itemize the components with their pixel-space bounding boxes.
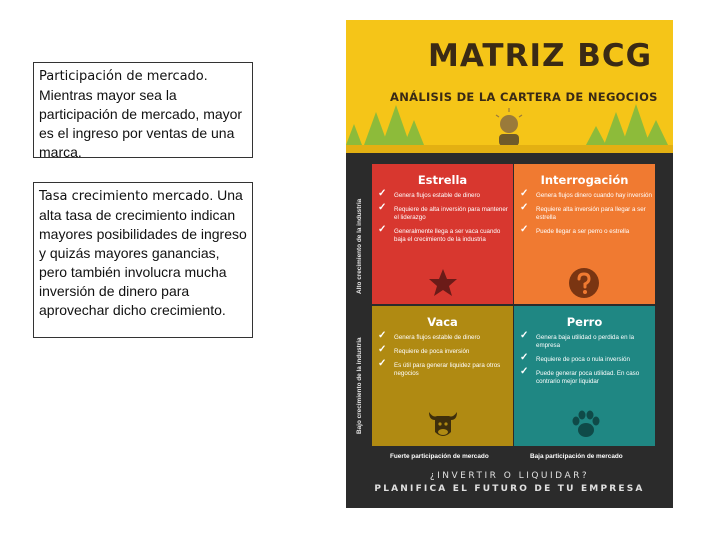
- bullet-item: ✓ Genera baja utilidad o perdida en la empresa: [520, 330, 635, 349]
- check-icon: ✓: [520, 202, 529, 213]
- check-icon: ✓: [520, 330, 529, 341]
- check-icon: ✓: [520, 366, 529, 377]
- check-icon: ✓: [378, 344, 387, 355]
- bullet-list: [378, 330, 510, 384]
- axis-label-weak-share: Baja participación de mercado: [530, 453, 623, 460]
- bullet-item: ✓ Requiere de poca o nula inversión: [520, 352, 630, 363]
- quadrant-perro: [514, 306, 655, 446]
- check-icon: ✓: [520, 352, 529, 363]
- bullet-item: ✓ Generalmente llega a ser vaca cuando baja el crecimiento de la industria: [378, 224, 501, 243]
- star-icon: [428, 268, 458, 298]
- infographic-title: MATRIZ BCG: [428, 38, 653, 74]
- quadrant-title: Estrella: [417, 173, 468, 187]
- market-share-body: Mientras mayor sea la participación de mercado, mayor es el ingreso por ventas de una marca.: [39, 87, 243, 160]
- market-share-period: .: [203, 67, 208, 83]
- bullet-item: ✓ Requiere alta inversión para llegar a ser estrella: [520, 202, 646, 221]
- check-icon: ✓: [520, 188, 529, 199]
- bullet-item: ✓ Puede generar poca utilidad. En caso contrario mejor liquidar: [520, 366, 640, 385]
- market-share-textbox: [33, 62, 253, 158]
- quadrant-vaca: [372, 306, 513, 446]
- footer-question: ¿INVERTIR O LIQUIDAR?: [429, 471, 590, 481]
- check-icon: ✓: [378, 358, 387, 369]
- bullet-item: ✓ Requiere de alta inversión para mantener el liderazgo: [378, 202, 508, 221]
- market-growth-body: Una alta tasa de crecimiento indican mayores posibilidades de ingreso y quizás mayores ganancias, pero también involucra mucha inversión de dinero para aprovechar dicho crecimiento.: [39, 187, 247, 318]
- market-growth-title: Tasa crecimiento mercado: [39, 189, 210, 204]
- market-growth-textbox: [33, 182, 253, 338]
- paw-icon: [569, 407, 603, 441]
- check-icon: ✓: [378, 330, 387, 341]
- check-icon: ✓: [378, 224, 387, 235]
- quadrant-title: Vaca: [427, 315, 458, 329]
- bullet-list: [520, 330, 652, 392]
- axis-label-strong-share: Fuerte participación de mercado: [390, 453, 489, 460]
- side-label-high-growth: Alto crecimiento de la industria: [356, 198, 363, 294]
- bullet-item: ✓ Genera flujos estable de dinero: [378, 330, 480, 341]
- side-label-low-growth: Bajo crecimiento de la industria: [356, 337, 363, 434]
- idea-head-icon: [496, 108, 522, 146]
- market-share-title: Participación de mercado: [39, 69, 204, 84]
- quadrant-title: Interrogación: [540, 173, 629, 187]
- bullet-item: ✓ Puede llegar a ser perro o estrella: [520, 224, 630, 235]
- infographic-subtitle: ANÁLISIS DE LA CARTERA DE NEGOCIOS: [390, 90, 658, 104]
- bullet-list: [378, 188, 510, 250]
- bullet-item: ✓ Requiere de poca inversión: [378, 344, 470, 355]
- market-growth-period: .: [209, 187, 214, 203]
- quadrant-interrogacion: [514, 164, 655, 304]
- check-icon: ✓: [378, 188, 387, 199]
- quadrant-estrella: [372, 164, 513, 304]
- bullet-list: [520, 188, 652, 242]
- check-icon: ✓: [378, 202, 387, 213]
- bullet-item: ✓ Genera flujos dinero cuando hay inversión: [520, 188, 652, 199]
- bullet-item: ✓ Es útil para generar liquidez para otros negocios: [378, 358, 501, 377]
- bcg-infographic: [346, 20, 673, 508]
- cow-icon: [425, 406, 461, 442]
- quadrant-title: Perro: [566, 315, 603, 329]
- question-icon: [568, 267, 600, 299]
- bullet-item: ✓ Genera flujos estable de dinero: [378, 188, 480, 199]
- check-icon: ✓: [520, 224, 529, 235]
- infographic-header: [346, 20, 673, 153]
- footer-tagline: PLANIFICA EL FUTURO DE TU EMPRESA: [374, 484, 645, 494]
